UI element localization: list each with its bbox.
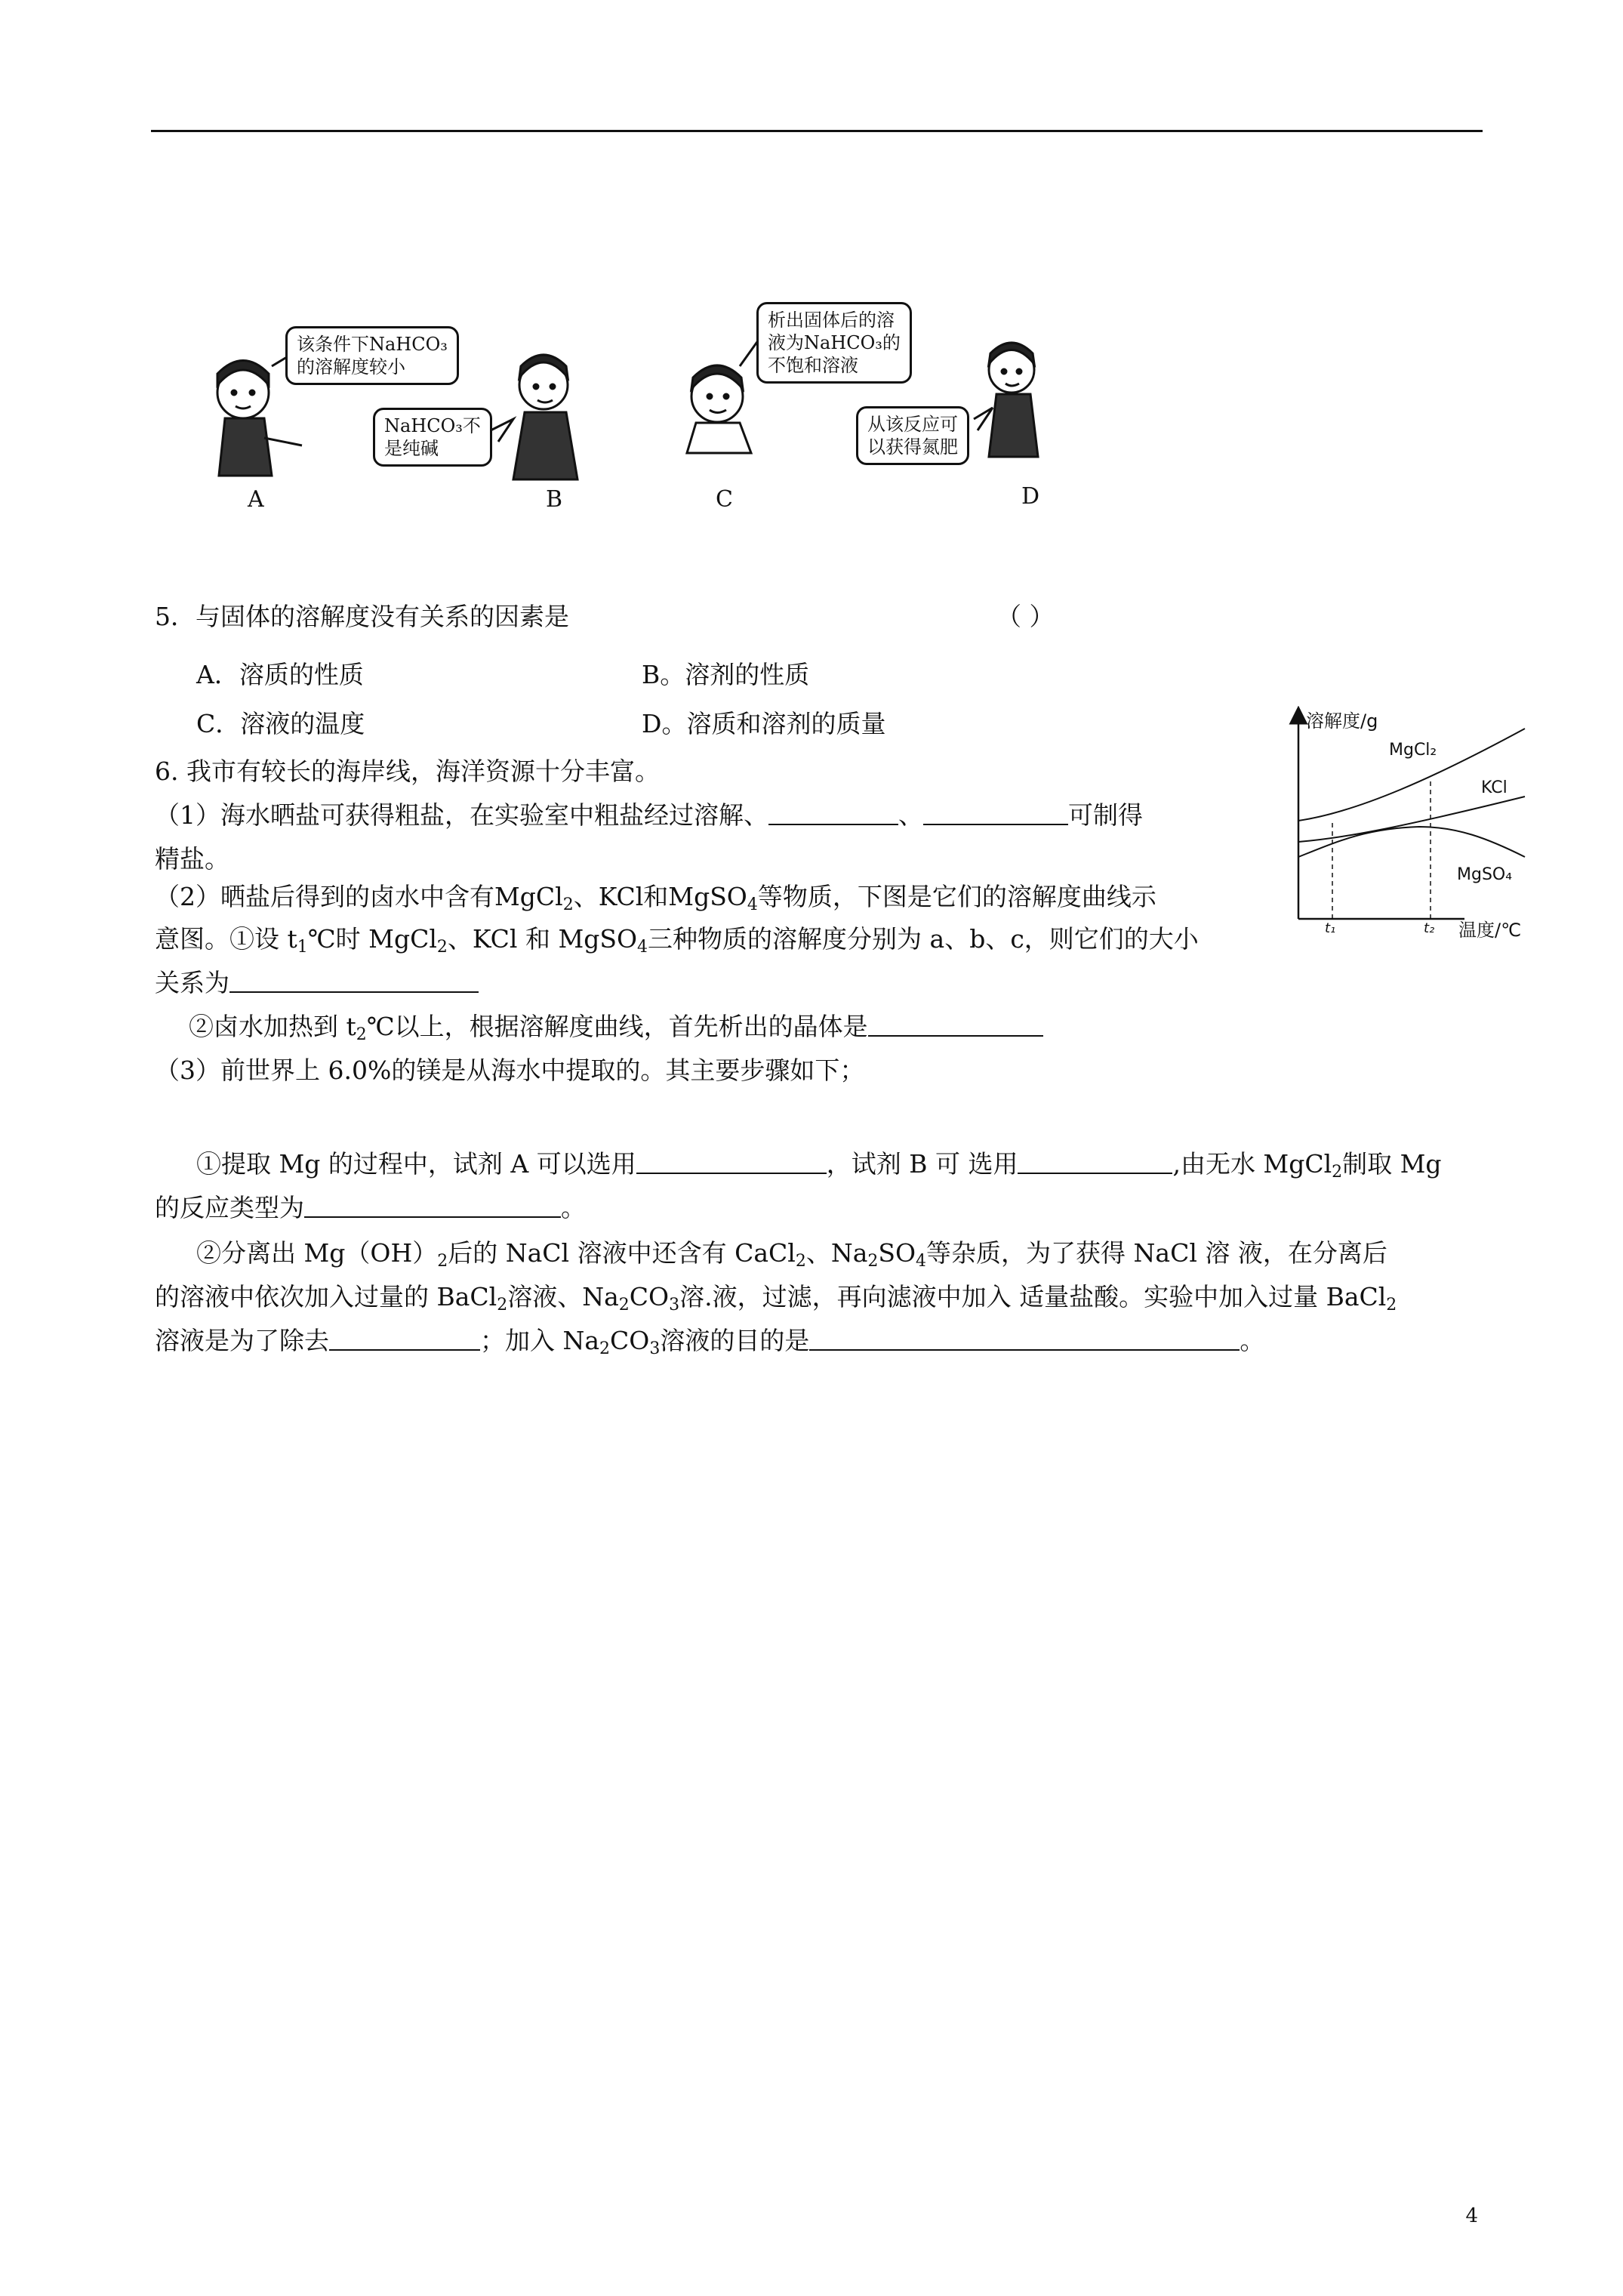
series-label-mgcl2: MgCl₂ [1389,741,1437,760]
series-label-mgso4: MgSO₄ [1457,865,1513,884]
speech-bubble-a [285,326,459,385]
subscript: 1 [297,938,308,957]
figure-label-a: A [248,486,264,513]
q6-part1-suffix: 可制得 [1068,800,1143,830]
subscript: 2 [562,895,574,914]
q6-part1-line2: 精盐。 [155,844,229,874]
subscript: 4 [637,938,648,957]
q6-part3-line: （3）前世界上 6.0%的镁是从海水中提取的。其主要步骤如下； [155,1056,865,1085]
q6-step1-text-1: ①提取 Mg 的过程中，试剂 A 可以选用 [196,1149,636,1179]
speech-bubble-d-line-2: 以获得氮肥 [867,436,958,458]
speech-bubble-b-line-2: 是纯碱 [384,438,439,459]
speech-bubble-a-line-2: 的溶解度较小 [297,356,405,378]
q6-part1-line [155,799,1143,832]
q6-step2-line1 [196,1237,1387,1278]
subscript: 2 [436,938,448,957]
q6-step1-text-2: ，试剂 B 可 选用 [826,1149,1018,1179]
figure-label-c: C [716,486,733,513]
q6-step2-text-6: 的溶液中依次加入过量的 BaCl [155,1282,497,1311]
speech-bubble-a-line-1: 该条件下NaHCO₃ [297,334,448,355]
q6-stem: 6. 我市有较长的海岸线，海洋资源十分丰富。 [155,757,660,786]
q6-step2-text-1: ②分离出 Mg（OH） [196,1238,438,1268]
y-axis-label: 溶解度/g [1306,710,1378,732]
q6-step1-line2 [155,1191,586,1225]
header-rule [151,130,1483,132]
answer-blank-2[interactable] [923,801,1068,825]
q6-part2-text-3: 等物质，下图是它们的溶解度曲线示 [757,882,1156,911]
q6-part2-line2 [155,923,1199,964]
answer-blank-1[interactable] [768,801,898,825]
q6-step1-text-6: 。 [561,1193,586,1222]
subscript: 2 [497,1296,508,1314]
q6-step2-text-2: 后的 NaCl 溶液中还含有 CaCl [448,1238,796,1268]
q6-step2-text-11: ；加入 Na [480,1326,600,1355]
answer-blank-5[interactable] [636,1150,827,1174]
q6-part2-text-4: 意图。①设 t [155,924,297,954]
q6-part2-line3 [155,966,479,1000]
solubility-chart-svg [1283,706,1540,955]
answer-blank-7[interactable] [304,1194,561,1218]
speech-bubble-b-line-1: NaHCO₃不 [384,415,481,436]
answer-blank-6[interactable] [1018,1150,1172,1174]
answer-blank-8[interactable] [329,1327,480,1351]
answer-blank-3[interactable] [229,969,479,993]
subscript: 4 [916,1252,927,1271]
q6-step2-text-14: 。 [1240,1326,1265,1355]
q6-part1-text: （1）海水晒盐可获得粗盐，在实验室中粗盐经过溶解、 [155,800,768,830]
q6-part2-text-7: 三种物质的溶解度分别为 a、b、c，则它们的大小 [648,924,1199,954]
answer-blank-9[interactable] [809,1327,1240,1351]
speech-bubble-c-line-2: 液为NaHCO₃的 [768,332,901,353]
q6-step1-line1 [196,1148,1442,1189]
q6-step2-text-9: 溶.液，过滤，再向滤液中加入 适量盐酸。实验中加入过量 BaCl [679,1282,1387,1311]
subscript: 4 [747,895,758,914]
q6-step2-text-4: SO [878,1238,916,1268]
q6-step2-text-7: 溶液、Na [507,1282,619,1311]
q6-part2-text-2: 、KCl和MgSO [573,882,747,911]
speech-bubble-b [373,408,492,467]
person-b-illustration [513,355,577,479]
q5-option-a: A．溶质的性质 [196,660,364,689]
subscript: 3 [649,1339,661,1358]
q6-step1-text-4: 制取 Mg [1342,1149,1442,1179]
x-tick-t1: t₁ [1325,920,1336,936]
q5-stem: 5．与固体的溶解度没有关系的因素是 [155,602,569,631]
q6-step2-text-8: CO [629,1282,670,1311]
q6-part2-text-10: ℃以上，根据溶解度曲线，首先析出的晶体是 [366,1012,868,1041]
q6-part2-text-9: ②卤水加热到 t [189,1012,356,1041]
q6-step2-text-13: 溶液的目的是 [660,1326,810,1355]
page-number: 4 [1465,2205,1478,2227]
speech-bubble-c [756,302,912,384]
q6-part2-text-5: ℃时 MgCl [307,924,437,954]
speech-bubble-c-line-1: 析出固体后的溶 [768,310,895,331]
subscript: 3 [669,1296,680,1314]
q6-part2-text-8: 关系为 [155,968,229,997]
series-label-kcl: KCl [1481,778,1508,797]
q5-option-b: B。溶剂的性质 [642,660,810,689]
solubility-chart [1283,706,1540,955]
subscript: 2 [867,1252,879,1271]
q5-answer-paren: （ ） [996,602,1055,631]
q6-step2-text-3: 、Na [805,1238,868,1268]
speech-bubble-d-line-1: 从该反应可 [867,414,958,435]
subscript: 2 [1332,1163,1343,1182]
speech-bubble-d [856,406,969,465]
subscript: 2 [618,1296,630,1314]
q6-part2-text-1: （2）晒盐后得到的卤水中含有MgCl [155,882,563,911]
q6-part2-line4 [189,1010,1043,1052]
q6-step2-line3 [155,1324,1264,1366]
q5-option-c: C．溶液的温度 [196,709,365,738]
x-axis-label: 温度/℃ [1458,920,1522,941]
subscript: 2 [795,1252,806,1271]
q6-part2-text-6: 、KCl 和 MgSO [447,924,638,954]
speech-bubble-c-line-3: 不饱和溶液 [768,355,858,376]
subscript: 2 [1386,1296,1397,1314]
person-c-illustration [687,365,751,453]
figure-label-b: B [546,486,563,513]
figure-label-d: D [1021,483,1040,510]
q6-step2-text-12: CO [610,1326,650,1355]
q6-part1-separator: 、 [898,800,923,830]
subscript: 2 [599,1339,611,1358]
answer-blank-4[interactable] [868,1012,1043,1037]
x-tick-t2: t₂ [1424,920,1435,936]
q6-step1-text-3: ,由无水 MgCl [1172,1149,1332,1179]
subscript: 2 [356,1025,367,1044]
person-d-illustration [989,343,1038,457]
q6-step2-line2 [155,1281,1397,1322]
subscript: 2 [437,1252,448,1271]
q6-step2-text-10: 溶液是为了除去 [155,1326,329,1355]
q6-part2-line1 [155,880,1156,922]
q6-step1-text-5: 的反应类型为 [155,1193,304,1222]
q6-step2-text-5: 等杂质，为了获得 NaCl 溶 液，在分离后 [926,1238,1387,1268]
q5-option-d: D。溶质和溶剂的质量 [642,709,886,738]
